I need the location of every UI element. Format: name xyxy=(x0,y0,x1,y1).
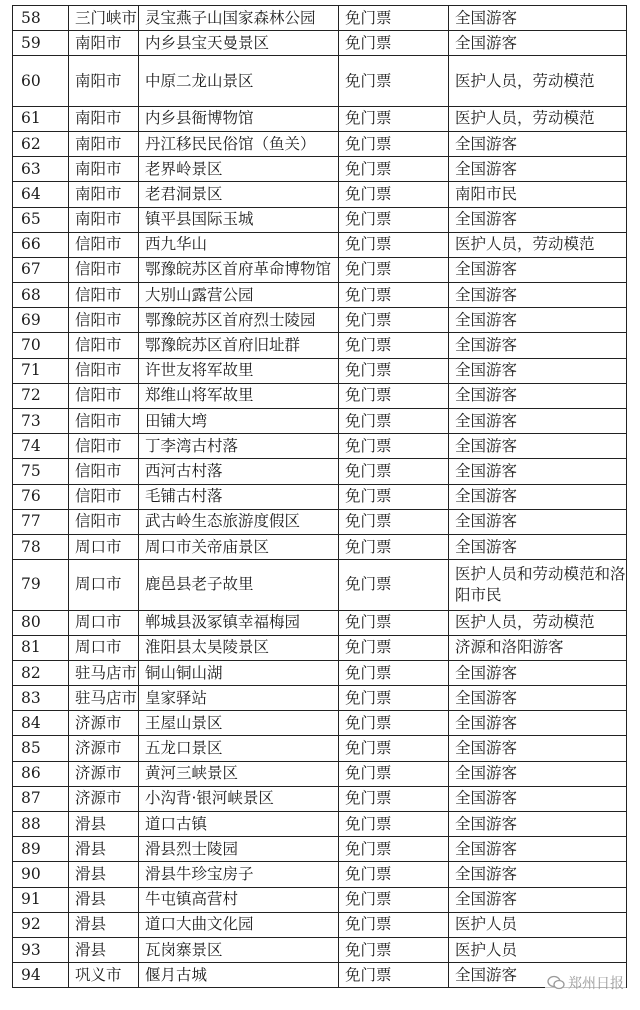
policy-cell: 免门票 xyxy=(339,912,449,937)
policy-cell: 免门票 xyxy=(339,182,449,207)
policy-cell: 免门票 xyxy=(339,358,449,383)
site-cell: 滑县牛珍宝房子 xyxy=(139,862,339,887)
row-number: 72 xyxy=(13,383,69,408)
site-cell: 鄂豫皖苏区首府革命博物馆 xyxy=(139,257,339,282)
city-cell: 信阳市 xyxy=(69,434,139,459)
city-cell: 南阳市 xyxy=(69,131,139,156)
row-number: 74 xyxy=(13,434,69,459)
table-row xyxy=(13,308,627,333)
row-number: 67 xyxy=(13,257,69,282)
policy-cell: 免门票 xyxy=(339,6,449,31)
row-number: 92 xyxy=(13,912,69,937)
city-cell: 南阳市 xyxy=(69,157,139,182)
policy-cell: 免门票 xyxy=(339,207,449,232)
audience-cell: 全国游客 xyxy=(449,812,627,837)
audience-cell: 全国游客 xyxy=(449,837,627,862)
city-cell: 周口市 xyxy=(69,635,139,660)
audience-cell: 全国游客 xyxy=(449,308,627,333)
audience-cell: 全国游客 xyxy=(449,963,627,988)
table-row xyxy=(13,182,627,207)
audience-cell: 医护人员，劳动模范 xyxy=(449,232,627,257)
site-cell: 武古岭生态旅游度假区 xyxy=(139,509,339,534)
site-cell: 郸城县汲冢镇幸福梅园 xyxy=(139,610,339,635)
city-cell: 滑县 xyxy=(69,887,139,912)
row-number: 58 xyxy=(13,6,69,31)
site-cell: 黄河三峡景区 xyxy=(139,761,339,786)
policy-cell: 免门票 xyxy=(339,31,449,56)
row-number: 62 xyxy=(13,131,69,156)
table-row xyxy=(13,333,627,358)
table-row xyxy=(13,207,627,232)
audience-cell: 全国游客 xyxy=(449,207,627,232)
table-row xyxy=(13,6,627,31)
table-row xyxy=(13,862,627,887)
row-number: 82 xyxy=(13,660,69,685)
policy-cell: 免门票 xyxy=(339,736,449,761)
table-row xyxy=(13,937,627,962)
table-row xyxy=(13,484,627,509)
city-cell: 滑县 xyxy=(69,862,139,887)
ticket-policy-table xyxy=(12,5,627,988)
site-cell: 道口古镇 xyxy=(139,812,339,837)
city-cell: 驻马店市 xyxy=(69,686,139,711)
policy-cell: 免门票 xyxy=(339,534,449,559)
table-row xyxy=(13,812,627,837)
city-cell: 济源市 xyxy=(69,786,139,811)
row-number: 78 xyxy=(13,534,69,559)
table-row xyxy=(13,232,627,257)
policy-cell: 免门票 xyxy=(339,560,449,610)
table-row xyxy=(13,383,627,408)
city-cell: 周口市 xyxy=(69,534,139,559)
site-cell: 王屋山景区 xyxy=(139,711,339,736)
audience-cell: 全国游客 xyxy=(449,383,627,408)
table-row xyxy=(13,358,627,383)
city-cell: 滑县 xyxy=(69,812,139,837)
audience-cell: 全国游客 xyxy=(449,862,627,887)
watermark-text: 郑州日报 xyxy=(568,976,624,992)
table-row xyxy=(13,56,627,106)
site-cell: 田铺大塆 xyxy=(139,409,339,434)
site-cell: 牛屯镇高营村 xyxy=(139,887,339,912)
site-cell: 鹿邑县老子故里 xyxy=(139,560,339,610)
policy-cell: 免门票 xyxy=(339,434,449,459)
table-row xyxy=(13,409,627,434)
site-cell: 老君洞景区 xyxy=(139,182,339,207)
row-number: 81 xyxy=(13,635,69,660)
policy-cell: 免门票 xyxy=(339,257,449,282)
policy-cell: 免门票 xyxy=(339,660,449,685)
city-cell: 三门峡市 xyxy=(69,6,139,31)
city-cell: 南阳市 xyxy=(69,207,139,232)
audience-cell: 全国游客 xyxy=(449,434,627,459)
audience-cell: 全国游客 xyxy=(449,131,627,156)
audience-cell: 全国游客 xyxy=(449,660,627,685)
policy-cell: 免门票 xyxy=(339,409,449,434)
policy-cell: 免门票 xyxy=(339,887,449,912)
city-cell: 信阳市 xyxy=(69,232,139,257)
row-number: 91 xyxy=(13,887,69,912)
policy-cell: 免门票 xyxy=(339,610,449,635)
row-number: 71 xyxy=(13,358,69,383)
table-row xyxy=(13,509,627,534)
row-number: 64 xyxy=(13,182,69,207)
table-row xyxy=(13,31,627,56)
site-cell: 丁李湾古村落 xyxy=(139,434,339,459)
table-row xyxy=(13,736,627,761)
site-cell: 小沟背·银河峡景区 xyxy=(139,786,339,811)
policy-cell: 免门票 xyxy=(339,812,449,837)
policy-cell: 免门票 xyxy=(339,786,449,811)
row-number: 68 xyxy=(13,283,69,308)
city-cell: 济源市 xyxy=(69,761,139,786)
policy-cell: 免门票 xyxy=(339,106,449,131)
audience-cell: 南阳市民 xyxy=(449,182,627,207)
audience-cell: 医护人员，劳动模范 xyxy=(449,56,627,106)
site-cell: 皇家驿站 xyxy=(139,686,339,711)
row-number: 61 xyxy=(13,106,69,131)
site-cell: 瓦岗寨景区 xyxy=(139,937,339,962)
city-cell: 周口市 xyxy=(69,560,139,610)
site-cell: 西河古村落 xyxy=(139,459,339,484)
audience-cell: 全国游客 xyxy=(449,736,627,761)
table-row xyxy=(13,786,627,811)
city-cell: 驻马店市 xyxy=(69,660,139,685)
table-row xyxy=(13,887,627,912)
audience-cell: 全国游客 xyxy=(449,333,627,358)
audience-cell: 全国游客 xyxy=(449,761,627,786)
site-cell: 中原二龙山景区 xyxy=(139,56,339,106)
watermark xyxy=(545,972,626,994)
site-cell: 铜山铜山湖 xyxy=(139,660,339,685)
site-cell: 灵宝燕子山国家森林公园 xyxy=(139,6,339,31)
audience-cell: 医护人员，劳动模范 xyxy=(449,106,627,131)
chat-bubble-icon xyxy=(547,975,565,991)
city-cell: 南阳市 xyxy=(69,182,139,207)
row-number: 94 xyxy=(13,963,69,988)
site-cell: 鄂豫皖苏区首府旧址群 xyxy=(139,333,339,358)
row-number: 69 xyxy=(13,308,69,333)
audience-cell: 全国游客 xyxy=(449,686,627,711)
city-cell: 信阳市 xyxy=(69,509,139,534)
site-cell: 内乡县宝天曼景区 xyxy=(139,31,339,56)
policy-cell: 免门票 xyxy=(339,761,449,786)
policy-cell: 免门票 xyxy=(339,157,449,182)
table-row xyxy=(13,157,627,182)
city-cell: 巩义市 xyxy=(69,963,139,988)
site-cell: 五龙口景区 xyxy=(139,736,339,761)
audience-cell: 全国游客 xyxy=(449,157,627,182)
table-row xyxy=(13,837,627,862)
audience-cell: 全国游客 xyxy=(449,358,627,383)
audience-cell: 全国游客 xyxy=(449,257,627,282)
city-cell: 周口市 xyxy=(69,610,139,635)
table-body xyxy=(13,6,627,988)
city-cell: 滑县 xyxy=(69,912,139,937)
row-number: 66 xyxy=(13,232,69,257)
policy-cell: 免门票 xyxy=(339,333,449,358)
city-cell: 滑县 xyxy=(69,937,139,962)
site-cell: 内乡县衙博物馆 xyxy=(139,106,339,131)
policy-cell: 免门票 xyxy=(339,484,449,509)
row-number: 65 xyxy=(13,207,69,232)
audience-cell: 医护人员 xyxy=(449,912,627,937)
table-row xyxy=(13,106,627,131)
policy-cell: 免门票 xyxy=(339,937,449,962)
site-cell: 滑县烈士陵园 xyxy=(139,837,339,862)
site-cell: 毛铺古村落 xyxy=(139,484,339,509)
row-number: 93 xyxy=(13,937,69,962)
table-row xyxy=(13,560,627,610)
row-number: 85 xyxy=(13,736,69,761)
audience-cell: 全国游客 xyxy=(449,509,627,534)
row-number: 73 xyxy=(13,409,69,434)
table-row xyxy=(13,534,627,559)
audience-cell: 全国游客 xyxy=(449,711,627,736)
table-row xyxy=(13,635,627,660)
table-row xyxy=(13,459,627,484)
site-cell: 郑维山将军故里 xyxy=(139,383,339,408)
city-cell: 滑县 xyxy=(69,837,139,862)
city-cell: 信阳市 xyxy=(69,333,139,358)
audience-cell: 全国游客 xyxy=(449,283,627,308)
table-row xyxy=(13,912,627,937)
row-number: 70 xyxy=(13,333,69,358)
row-number: 90 xyxy=(13,862,69,887)
policy-cell: 免门票 xyxy=(339,862,449,887)
row-number: 63 xyxy=(13,157,69,182)
site-cell: 淮阳县太昊陵景区 xyxy=(139,635,339,660)
policy-cell: 免门票 xyxy=(339,635,449,660)
city-cell: 信阳市 xyxy=(69,308,139,333)
row-number: 77 xyxy=(13,509,69,534)
site-cell: 道口大曲文化园 xyxy=(139,912,339,937)
site-cell: 周口市关帝庙景区 xyxy=(139,534,339,559)
audience-cell: 济源和洛阳游客 xyxy=(449,635,627,660)
row-number: 88 xyxy=(13,812,69,837)
table-row xyxy=(13,963,627,988)
row-number: 60 xyxy=(13,56,69,106)
policy-cell: 免门票 xyxy=(339,56,449,106)
policy-cell: 免门票 xyxy=(339,686,449,711)
policy-cell: 免门票 xyxy=(339,131,449,156)
city-cell: 信阳市 xyxy=(69,358,139,383)
city-cell: 信阳市 xyxy=(69,409,139,434)
table-row xyxy=(13,610,627,635)
ticket-policy-table-container xyxy=(12,5,627,988)
city-cell: 南阳市 xyxy=(69,106,139,131)
city-cell: 信阳市 xyxy=(69,459,139,484)
audience-cell: 全国游客 xyxy=(449,409,627,434)
site-cell: 大别山露营公园 xyxy=(139,283,339,308)
city-cell: 济源市 xyxy=(69,736,139,761)
city-cell: 信阳市 xyxy=(69,257,139,282)
row-number: 75 xyxy=(13,459,69,484)
audience-cell: 全国游客 xyxy=(449,484,627,509)
site-cell: 镇平县国际玉城 xyxy=(139,207,339,232)
row-number: 76 xyxy=(13,484,69,509)
policy-cell: 免门票 xyxy=(339,308,449,333)
city-cell: 信阳市 xyxy=(69,383,139,408)
table-row xyxy=(13,257,627,282)
row-number: 89 xyxy=(13,837,69,862)
city-cell: 南阳市 xyxy=(69,56,139,106)
audience-cell: 全国游客 xyxy=(449,887,627,912)
table-row xyxy=(13,283,627,308)
policy-cell: 免门票 xyxy=(339,459,449,484)
table-row xyxy=(13,711,627,736)
policy-cell: 免门票 xyxy=(339,509,449,534)
city-cell: 南阳市 xyxy=(69,31,139,56)
row-number: 86 xyxy=(13,761,69,786)
table-row xyxy=(13,686,627,711)
policy-cell: 免门票 xyxy=(339,837,449,862)
site-cell: 偃月古城 xyxy=(139,963,339,988)
site-cell: 许世友将军故里 xyxy=(139,358,339,383)
policy-cell: 免门票 xyxy=(339,283,449,308)
policy-cell: 免门票 xyxy=(339,232,449,257)
audience-cell: 全国游客 xyxy=(449,6,627,31)
city-cell: 信阳市 xyxy=(69,484,139,509)
audience-cell: 医护人员和劳动模范和洛阳市民 xyxy=(449,560,627,610)
audience-cell: 全国游客 xyxy=(449,534,627,559)
audience-cell: 医护人员，劳动模范 xyxy=(449,610,627,635)
row-number: 59 xyxy=(13,31,69,56)
site-cell: 鄂豫皖苏区首府烈士陵园 xyxy=(139,308,339,333)
audience-cell: 全国游客 xyxy=(449,786,627,811)
audience-cell: 医护人员 xyxy=(449,937,627,962)
policy-cell: 免门票 xyxy=(339,383,449,408)
policy-cell: 免门票 xyxy=(339,963,449,988)
site-cell: 老界岭景区 xyxy=(139,157,339,182)
row-number: 79 xyxy=(13,560,69,610)
city-cell: 信阳市 xyxy=(69,283,139,308)
site-cell: 丹江移民民俗馆（鱼关） xyxy=(139,131,339,156)
row-number: 84 xyxy=(13,711,69,736)
row-number: 83 xyxy=(13,686,69,711)
table-row xyxy=(13,434,627,459)
row-number: 87 xyxy=(13,786,69,811)
audience-cell: 全国游客 xyxy=(449,459,627,484)
city-cell: 济源市 xyxy=(69,711,139,736)
site-cell: 西九华山 xyxy=(139,232,339,257)
audience-cell: 全国游客 xyxy=(449,31,627,56)
table-row xyxy=(13,131,627,156)
table-row xyxy=(13,761,627,786)
policy-cell: 免门票 xyxy=(339,711,449,736)
table-row xyxy=(13,660,627,685)
row-number: 80 xyxy=(13,610,69,635)
